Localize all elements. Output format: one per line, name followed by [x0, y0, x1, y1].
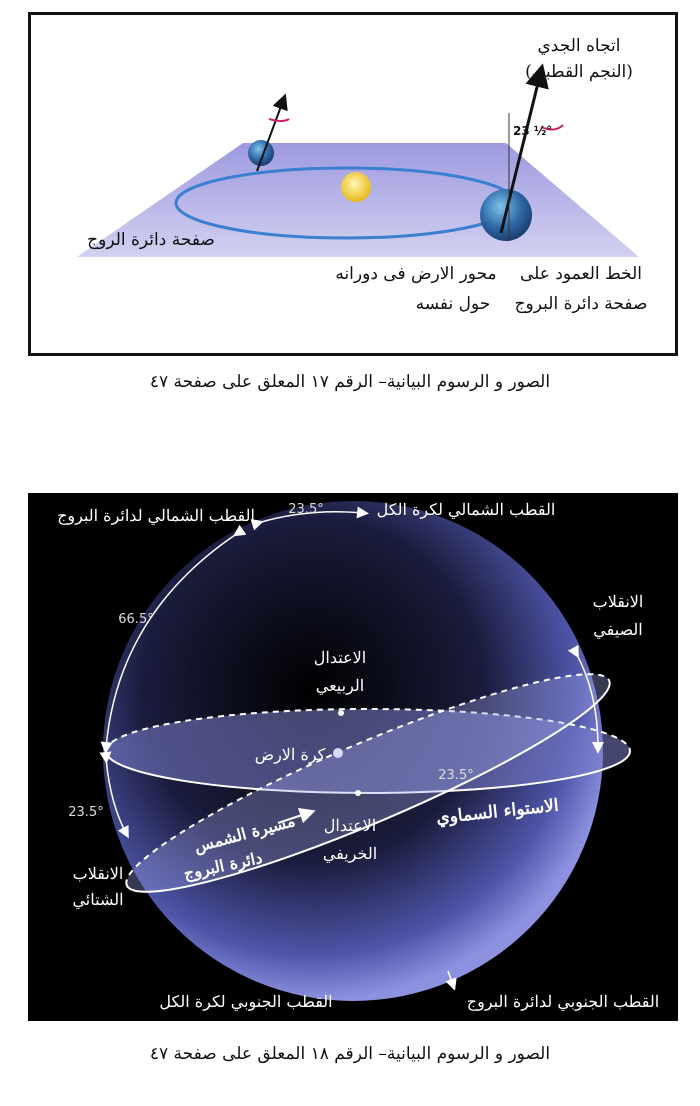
figure-18-caption: الصور و الرسوم البيانية– الرقم ١٨ المعلق على صفحة ٤٧	[149, 1044, 551, 1064]
autumn-equinox-label-2: الخريفي	[322, 844, 378, 863]
perpendicular-label-2: صفحة دائرة البروج	[514, 294, 648, 314]
perpendicular-label-1: الخط العمود على	[519, 264, 643, 284]
angle-left-lower-label: 23.5°	[68, 805, 104, 820]
ecliptic-plane-label: صفحة دائرة الروج	[87, 230, 215, 250]
figure-17-diagram	[31, 15, 675, 353]
ecliptic-label: دائرة البروج	[181, 848, 264, 884]
north-direction-label-1: اتجاه الجدي	[537, 36, 621, 56]
vernal-equinox-point	[338, 710, 344, 716]
axis-rotation-label-1: محور الارض فى دورانه	[335, 264, 497, 284]
winter-solstice-label-1: الانقلاب	[72, 864, 124, 883]
ecliptic-south-pole-label: القطب الجنوبي لدائرة البروج	[466, 992, 660, 1011]
vernal-equinox-label-2: الربيعي	[315, 676, 365, 695]
figure-17-panel	[28, 12, 678, 356]
figure-18-diagram	[28, 493, 678, 1021]
autumn-equinox-point	[355, 790, 361, 796]
earth-label: كرة الارض	[254, 745, 326, 764]
summer-solstice-label-2: الصيفي	[593, 620, 643, 639]
celestial-south-pole-label: القطب الجنوبي لكرة الكل	[159, 992, 333, 1011]
celestial-equator-label: الاستواء السماوي	[435, 795, 560, 829]
north-direction-label-2: (النجم القطبي)	[525, 62, 633, 82]
angle-left-upper-label: 66.5°	[118, 612, 154, 627]
earth-dot	[333, 748, 343, 758]
winter-solstice-label-2: الشتائي	[72, 890, 124, 909]
sun-icon	[341, 172, 371, 202]
sun-path-label: مسيرة الشمس	[192, 811, 298, 857]
tilt-angle-label: 23 ½°	[513, 124, 553, 138]
autumn-equinox-label-1: الاعتدال	[323, 816, 377, 835]
axis-rotation-label-2: حول نفسه	[415, 294, 491, 314]
angle-intersection-label: 23.5°	[438, 768, 474, 783]
summer-solstice-label-1: الانقلاب	[592, 592, 644, 611]
vernal-equinox-label-1: الاعتدال	[313, 648, 367, 667]
figure-18-panel	[28, 493, 678, 1021]
figure-17-caption: الصور و الرسوم البيانية– الرقم ١٧ المعلق على صفحة ٤٧	[149, 372, 551, 392]
angle-top-label: 23.5°	[288, 502, 324, 517]
ecliptic-north-pole-label: القطب الشمالي لدائرة البروج	[57, 506, 255, 525]
celestial-north-pole-label: القطب الشمالي لكرة الكل	[376, 500, 556, 519]
